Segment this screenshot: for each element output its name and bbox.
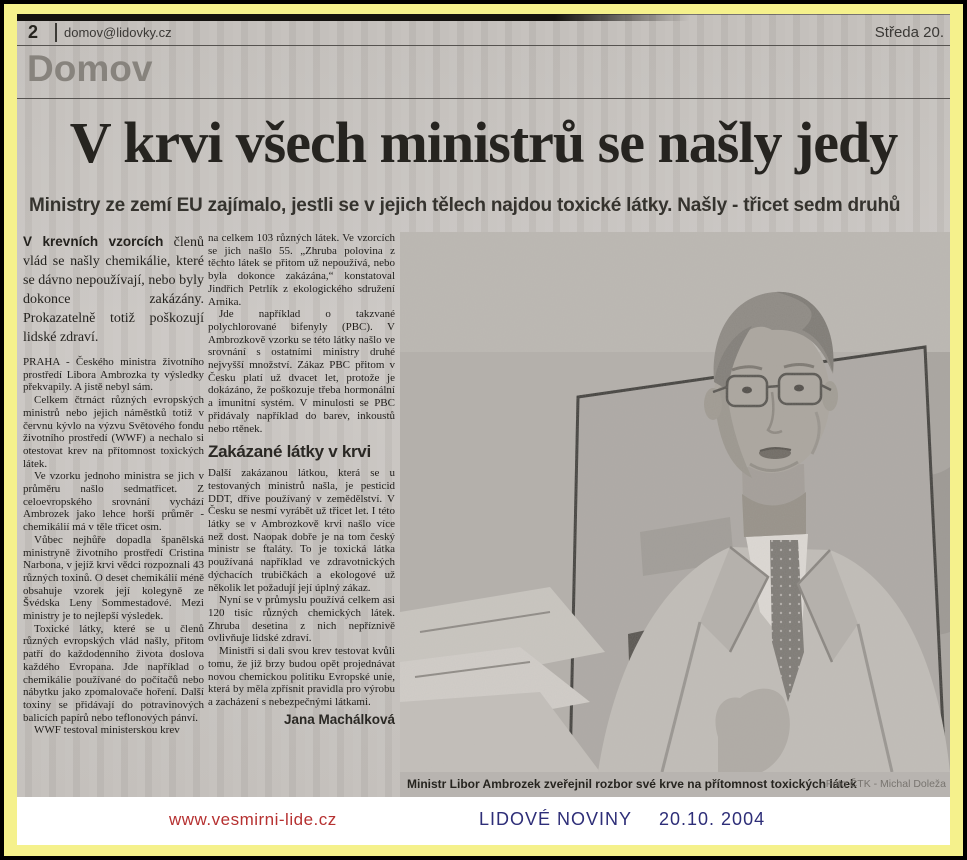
article-paragraph: PRAHA - Českého ministra životního prostředí Libora Ambrozka ty výsledky překvapily. A jistě nebyl sám. xyxy=(23,356,204,394)
article-paragraph: Další zakázanou látkou, která se u testovaných ministrů našla, je pesticid DDT, dříve používaný v zemědělství. V Česku se nesmí vyrábět už třicet let. I této látky se v Ambrozkově krvi našlo více než dost. Naopak dobře je na tom český ministr se ftaláty. To je toxická látka používaná například ve zdravotnických dýchacích trubičkách a ekologové už několik let požadují její úplný zákaz. xyxy=(208,467,395,594)
issue-date: Středa 20. xyxy=(874,24,944,41)
footer-publication-name: LIDOVÉ NOVINY xyxy=(479,809,633,829)
article-paragraph: Ve vzorku jednoho ministra se jich v průměru našlo sedmatřicet. Z celoevropského srovnání vychází Ambrozek jako lehce horší průměr - chemikálií má v těle třicet osm. xyxy=(23,470,204,534)
article-paragraph: Vůbec nejhůře dopadla španělská ministryně životního prostředí Cristina Narbona, v jejíž krvi vědci rozpoznali 43 různých toxinů. O deset chemikálií méně obsahuje vzorek její kolegyně ze Švédska Leny Sommestadové. Mezi ministry je to nejlepší výsledek. xyxy=(23,533,204,623)
article-paragraph: Nyní se v průmyslu používá celkem asi 120 tisíc různých chemických látek. Zhruba desetina z nich nepříznivě ovlivňuje lidské zdraví. xyxy=(208,594,395,645)
article-paragraph: Ministři si dali svou krev testovat kvůli tomu, že již brzy budou opět projednávat novou chemickou politiku Evropské unie, která by měla zpřísnit pravidla pro výrobu a zacházení s nebezpečnými látkami. xyxy=(208,645,395,708)
photo-caption: Ministr Libor Ambrozek zveřejnil rozbor své krve na přítomnost toxických látek xyxy=(407,777,857,791)
article-headline: V krvi všech ministrů se našly jedy xyxy=(69,110,898,175)
article-paragraph: na celkem 103 různých látek. Ve vzorcích se jich našlo 55. „Zhruba polovina z těchto látek se přitom už nepoužívá, nebo byla dokonce zakázána,“ konstatoval Jindřich Petrlík z ekologického sdružení Arnika. xyxy=(208,232,395,308)
column1-body xyxy=(23,356,204,737)
masthead-rule xyxy=(17,45,950,46)
article-column-1 xyxy=(23,232,204,737)
footer-strip xyxy=(17,797,950,845)
newspaper-scan xyxy=(17,14,950,797)
section-title: Domov xyxy=(27,48,153,89)
footer-website-url: www.vesmirni-lide.cz xyxy=(169,810,337,829)
footer-publication-date: 20.10. 2004 xyxy=(659,809,766,829)
portrait-illustration xyxy=(400,232,950,772)
minister-portrait-photo xyxy=(400,232,950,772)
photo-credit: Foto ČTK - Michal Doleža xyxy=(825,778,946,790)
article-paragraph: Celkem čtrnáct různých evropských ministrů nebo jejich náměstků totiž v červnu kývlo na výzvu Světového fondu životního prostředí (WWF) a nechalo si otestovat krev na přítomnost toxických látek. xyxy=(23,394,204,470)
section-email: domov@lidovky.cz xyxy=(64,25,172,40)
article-crosshead: Zakázané látky v krvi xyxy=(208,442,371,462)
masthead-row xyxy=(17,21,950,45)
lead-rest: členů vlád se našly chemikálie, které se dávno nepoužívají, nebo byly dokonce zakázány. Prokazatelně totiž poškozují lidské zdraví. xyxy=(23,235,204,345)
page-number: 2 xyxy=(28,22,39,42)
article-paragraph: Toxické látky, které se u členů různých evropských vlád našly, přitom patří do každodenního života doslova každého Evropana. Jde například o chemikálie používané do počítačů nebo nábytku jako zpomalovače hoření. Další toxiny se přidávají do potravinových balicích papírů nebo teflonových pánví. xyxy=(23,622,204,724)
column2-body-part1 xyxy=(208,232,395,435)
masthead-divider xyxy=(55,23,57,42)
article-paragraph: WWF testoval ministerskou krev xyxy=(34,724,180,737)
lead-bold: V krevních vzorcích xyxy=(23,234,164,249)
article-lead xyxy=(23,232,204,347)
section-rule xyxy=(17,98,950,99)
masthead-top-bar xyxy=(17,14,689,21)
article-column-2 xyxy=(208,232,395,727)
article-byline: Jana Machálková xyxy=(283,711,395,727)
photo-caption-bar xyxy=(400,772,950,797)
article-subheadline: Ministry ze zemí EU zajímalo, jestli se v jejich tělech najdou toxické látky. Našly - třicet sedm druhů xyxy=(29,195,901,216)
column2-body-part2 xyxy=(208,467,395,708)
article-paragraph: Jde například o takzvané polychlorované bifenyly (PBC). V Ambrozkově vzorku se této látky našlo ve srovnání s ostatními ministry druhé nejvyšší množství. Zákaz PBC přitom v Česku platí už dvacet let, protože je dokázáno, že poškozuje třeba hormonální a imunitní systém. V minulosti se PBC přidávaly například do barev, inkoustů nebo rtěnek. xyxy=(208,308,395,435)
